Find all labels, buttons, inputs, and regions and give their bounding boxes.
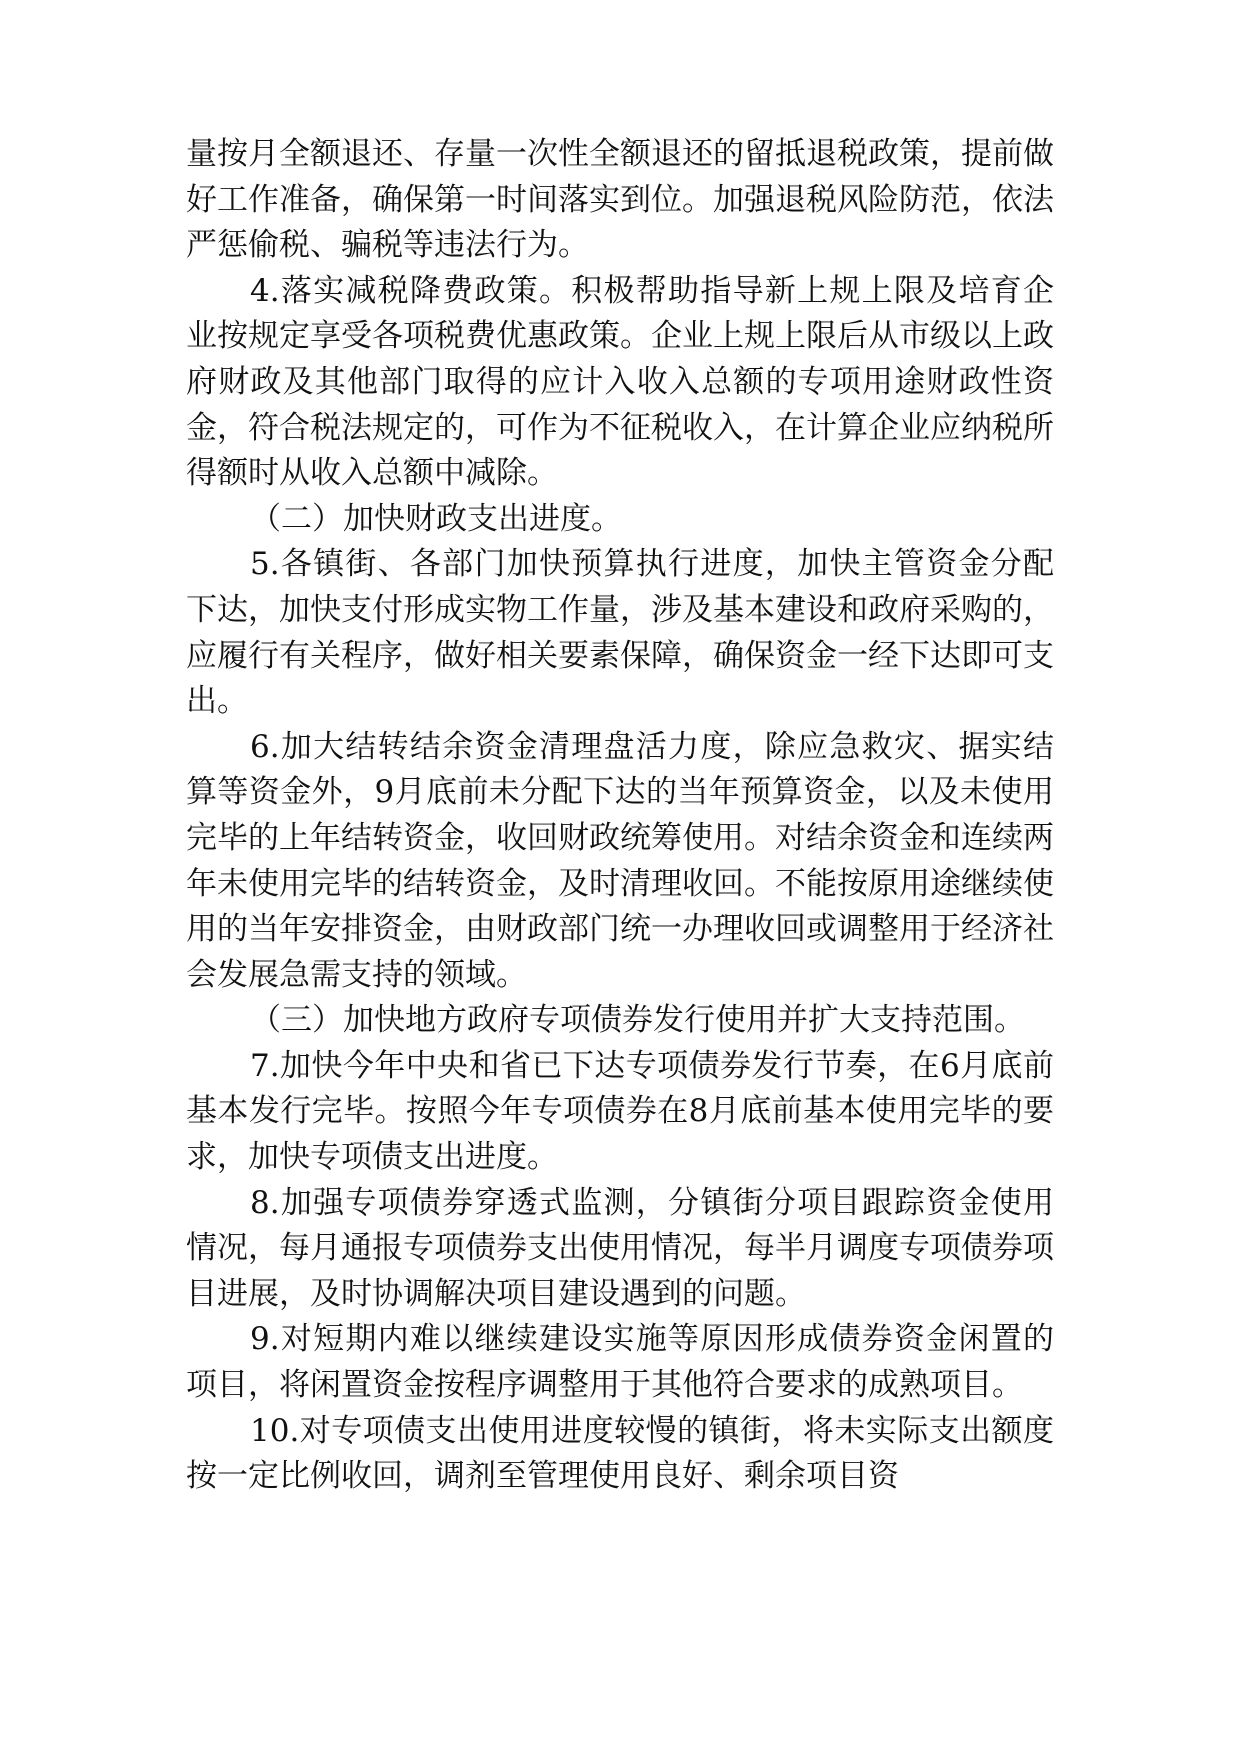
paragraph-item-10: 10.对专项债支出使用进度较慢的镇街，将未实际支出额度按一定比例收回，调剂至管理使用良好、剩余项目资 [186, 1412, 1054, 1495]
paragraph-continued: 量按月全额退还、存量一次性全额退还的留抵退税政策，提前做好工作准备，确保第一时间落实到位。加强退税风险防范，依法严惩偷税、骗税等违法行为。 [186, 136, 1054, 264]
section-heading-3: （三）加快地方政府专项债券发行使用并扩大支持范围。 [250, 1002, 1025, 1039]
section-heading-2: （二）加快财政支出进度。 [250, 500, 622, 537]
paragraph-item-4: 4.落实减税降费政策。积极帮助指导新上规上限及培育企业按规定享受各项税费优惠政策。企业上规上限后从市级以上政府财政及其他部门取得的应计入收入总额的专项用途财政性资金，符合税法规定的，可作为不征税收入，在计算企业应纳税所得额时从收入总额中减除。 [186, 272, 1054, 492]
document-body [186, 132, 1054, 1500]
paragraph-item-6: 6.加大结转结余资金清理盘活力度，除应急救灾、据实结算等资金外，9月底前未分配下达的当年预算资金，以及未使用完毕的上年结转资金，收回财政统筹使用。对结余资金和连续两年未使用完毕的结转资金，及时清理收回。不能按原用途继续使用的当年安排资金，由财政部门统一办理收回或调整用于经济社会发展急需支持的领域。 [186, 728, 1054, 993]
paragraph-item-5: 5.各镇街、各部门加快预算执行进度，加快主管资金分配下达，加快支付形成实物工作量，涉及基本建设和政府采购的，应履行有关程序，做好相关要素保障，确保资金一经下达即可支出。 [186, 546, 1054, 720]
paragraph-item-9: 9.对短期内难以继续建设实施等原因形成债券资金闲置的项目，将闲置资金按程序调整用于其他符合要求的成熟项目。 [186, 1321, 1054, 1404]
paragraph-item-8: 8.加强专项债券穿透式监测，分镇街分项目跟踪资金使用情况，每月通报专项债券支出使用情况，每半月调度专项债券项目进展，及时协调解决项目建设遇到的问题。 [186, 1184, 1054, 1312]
paragraph-item-7: 7.加快今年中央和省已下达专项债券发行节奏，在6月底前基本发行完毕。按照今年专项债券在8月底前基本使用完毕的要求，加快专项债支出进度。 [186, 1047, 1054, 1176]
